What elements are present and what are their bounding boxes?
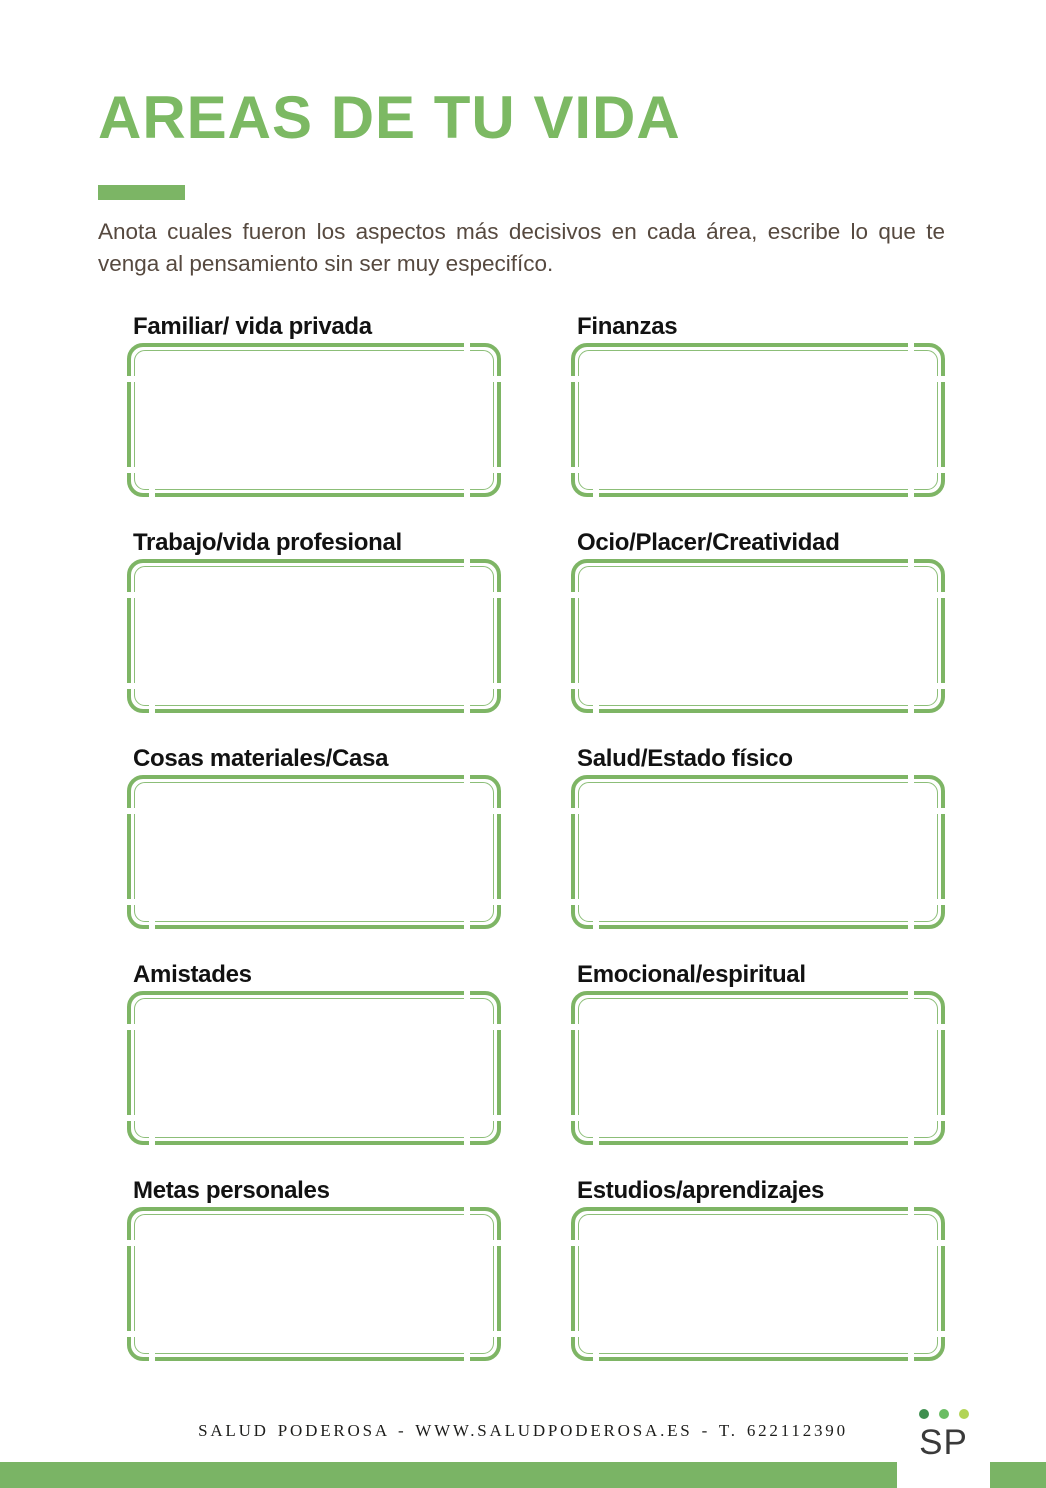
logo-dots-icon (919, 1409, 969, 1419)
frame-notch (464, 1348, 470, 1362)
area-writing-box[interactable] (127, 1207, 501, 1361)
frame-notch (126, 1115, 140, 1121)
frame-notch (488, 1024, 502, 1030)
area-section-estudios (571, 1177, 945, 1361)
area-section-familiar (127, 313, 501, 497)
area-writing-box[interactable] (571, 991, 945, 1145)
area-label: Estudios/aprendizajes (577, 1177, 825, 1204)
frame-notch (908, 342, 914, 356)
frame-notch (570, 1331, 584, 1337)
frame-notch (488, 1240, 502, 1246)
frame-notch (464, 1132, 470, 1146)
frame-notch (593, 484, 599, 498)
area-writing-box[interactable] (127, 991, 501, 1145)
logo-text: SP (919, 1423, 968, 1462)
area-section-cosas-materiales (127, 745, 501, 929)
frame-notch (570, 376, 584, 382)
frame-notch (149, 1348, 155, 1362)
frame-notch (464, 700, 470, 714)
frame-notch (488, 1331, 502, 1337)
frame-notch (488, 467, 502, 473)
frame-notch (908, 558, 914, 572)
area-label: Amistades (133, 961, 252, 988)
area-writing-box[interactable] (571, 775, 945, 929)
frame-notch (570, 1024, 584, 1030)
frame-notch (464, 342, 470, 356)
frame-notch (488, 683, 502, 689)
area-section-trabajo (127, 529, 501, 713)
frame-notch (126, 899, 140, 905)
frame-notch (126, 592, 140, 598)
frame-notch (570, 1240, 584, 1246)
frame-notch (126, 376, 140, 382)
frame-notch (126, 808, 140, 814)
frame-notch (464, 484, 470, 498)
area-label: Salud/Estado físico (577, 745, 793, 772)
area-writing-box[interactable] (571, 559, 945, 713)
bottom-green-bar (0, 1462, 1046, 1488)
area-writing-box[interactable] (127, 343, 501, 497)
area-writing-box[interactable] (571, 1207, 945, 1361)
frame-notch (570, 683, 584, 689)
area-section-emocional (571, 961, 945, 1145)
area-writing-box[interactable] (571, 343, 945, 497)
frame-notch (126, 1331, 140, 1337)
frame-notch (908, 484, 914, 498)
frame-notch (908, 774, 914, 788)
frame-notch (464, 774, 470, 788)
area-writing-box[interactable] (127, 775, 501, 929)
frame-notch (932, 1115, 946, 1121)
frame-notch (932, 808, 946, 814)
frame-notch (464, 558, 470, 572)
frame-notch (149, 916, 155, 930)
page-title: AREAS DE TU VIDA (98, 84, 681, 151)
frame-notch (488, 592, 502, 598)
frame-notch (932, 1240, 946, 1246)
frame-notch (126, 1024, 140, 1030)
frame-notch (149, 700, 155, 714)
footer-contact-line: SALUD PODEROSA - WWW.SALUDPODEROSA.ES - T. 622112390 (198, 1421, 848, 1440)
frame-notch (932, 1024, 946, 1030)
frame-notch (908, 990, 914, 1004)
area-label: Trabajo/vida profesional (133, 529, 402, 556)
area-section-salud (571, 745, 945, 929)
area-label: Cosas materiales/Casa (133, 745, 389, 772)
area-section-ocio (571, 529, 945, 713)
frame-notch (932, 683, 946, 689)
frame-notch (932, 467, 946, 473)
logo-dot-light-icon (959, 1409, 969, 1419)
frame-notch (570, 467, 584, 473)
area-label: Emocional/espiritual (577, 961, 806, 988)
frame-notch (126, 683, 140, 689)
frame-notch (488, 808, 502, 814)
frame-notch (908, 1132, 914, 1146)
frame-notch (932, 592, 946, 598)
areas-grid (127, 313, 945, 1361)
area-label: Ocio/Placer/Creatividad (577, 529, 840, 556)
frame-notch (908, 1348, 914, 1362)
frame-notch (126, 467, 140, 473)
area-section-metas (127, 1177, 501, 1361)
frame-notch (593, 1132, 599, 1146)
frame-notch (488, 899, 502, 905)
logo-dot-mid-icon (939, 1409, 949, 1419)
title-accent-bar (98, 185, 185, 200)
brand-logo (897, 1395, 990, 1488)
frame-notch (932, 376, 946, 382)
frame-notch (593, 1348, 599, 1362)
area-label: Familiar/ vida privada (133, 313, 372, 340)
frame-notch (149, 1132, 155, 1146)
frame-notch (908, 1206, 914, 1220)
frame-notch (932, 1331, 946, 1337)
frame-notch (908, 916, 914, 930)
frame-notch (464, 1206, 470, 1220)
frame-notch (593, 916, 599, 930)
frame-notch (570, 592, 584, 598)
area-label: Metas personales (133, 1177, 330, 1204)
frame-notch (464, 990, 470, 1004)
frame-notch (570, 899, 584, 905)
frame-notch (149, 484, 155, 498)
area-label: Finanzas (577, 313, 678, 340)
frame-notch (593, 700, 599, 714)
frame-notch (464, 916, 470, 930)
frame-notch (488, 376, 502, 382)
logo-dot-dark-icon (919, 1409, 929, 1419)
frame-notch (570, 1115, 584, 1121)
frame-notch (488, 1115, 502, 1121)
frame-notch (126, 1240, 140, 1246)
frame-notch (570, 808, 584, 814)
area-section-amistades (127, 961, 501, 1145)
area-section-finanzas (571, 313, 945, 497)
area-writing-box[interactable] (127, 559, 501, 713)
frame-notch (908, 700, 914, 714)
frame-notch (932, 899, 946, 905)
intro-text: Anota cuales fueron los aspectos más decisivos en cada área, escribe lo que te venga al pensamiento sin ser muy especifíco. (98, 219, 945, 276)
